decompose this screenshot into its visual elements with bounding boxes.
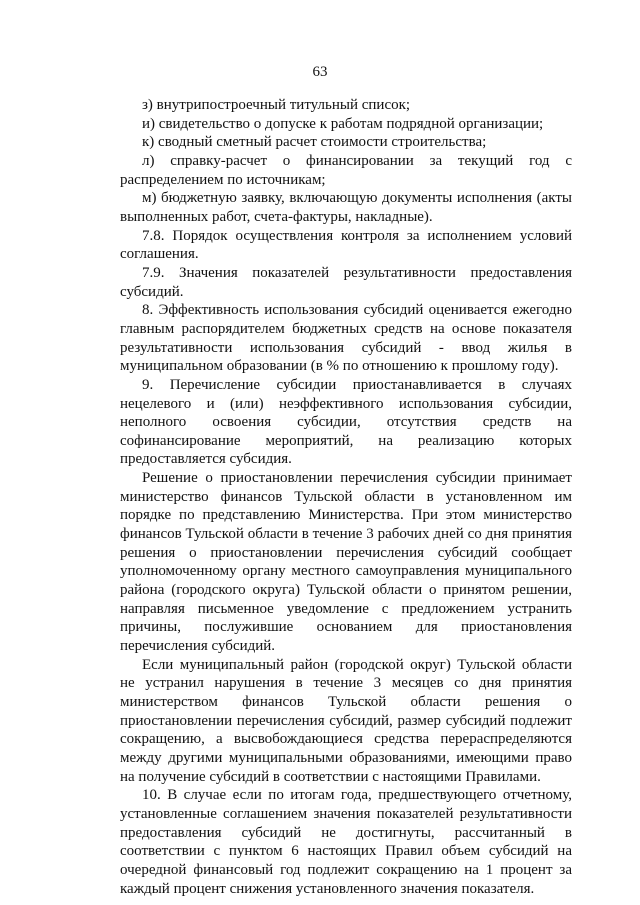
paragraph-k: к) сводный сметный расчет стоимости строительства; (142, 134, 487, 151)
paragraph-l: л) справку-расчет о финансировании за текущий год с распределением по источникам; (120, 152, 572, 188)
paragraph-z: з) внутрипостроечный титульный список; (142, 97, 411, 113)
paragraph-i: и) свидетельство о допуске к работам подрядной организации; (142, 115, 544, 132)
paragraph-10: 10. В случае если по итогам года, предшествующего отчетному, установленные соглашением значения показателей результативности предоставления субсидий не достигнуты, рассчитанный в соответствии с пунктом 6 настоящих Правил объем субсидий на очередной финансовый год подлежит сокращению на 1 процент за каждый процент снижения установленного значения показателя. (120, 787, 572, 897)
paragraph-8: 8. Эффективность использования субсидий оценивается ежегодно главным распорядителем бюджетных средств на основе показателя результативности использования субсидий - ввод жилья в муниципальном образовании (в % по отношению к прошлому году). (120, 302, 572, 375)
document-body (120, 96, 572, 898)
paragraph-suspension-decision: Решение о приостановлении перечисления субсидии принимает министерство финансов Тульской области в установленном им порядке по представлению Министерства. При этом министерство финансов Тульской области в течение 3 рабочих дней со дня принятия решения о приостановлении перечисления субсидий сообщает уполномоченному органу местного самоуправления муниципального района (городского округа) Тульской области о принятом решении, направляя письменное уведомление с предложением устранить причины, послужившие основанием для приостановления перечисления субсидий. (120, 470, 572, 655)
paragraph-m: м) бюджетную заявку, включающую документы исполнения (акты выполненных работ, счета-фактуры, накладные). (120, 190, 572, 225)
paragraph-non-remedy: Если муниципальный район (городской округ) Тульской области не устранил нарушения в течение 3 месяцев со дня принятия министерством финансов Тульской области решения о приостановлении перечисления субсидий, размер субсидий подлежит сокращению, а высвобождающиеся средства перераспределяются между другими муниципальными образованиями, имеющими право на получение субсидий в соответствии с настоящими Правилами. (120, 656, 572, 785)
page-number: 63 (312, 64, 328, 80)
paragraph-7-9: 7.9. Значения показателей результативности предоставления субсидий. (120, 264, 572, 300)
paragraph-9: 9. Перечисление субсидии приостанавливается в случаях нецелевого и (или) неэффективного использования субсидии, неполного освоения субсидии, отсутствия средств на софинансирование мероприятий, на реализацию которых предоставляется субсидия. (120, 376, 572, 468)
paragraph-7-8: 7.8. Порядок осуществления контроля за исполнением условий соглашения. (120, 227, 572, 263)
